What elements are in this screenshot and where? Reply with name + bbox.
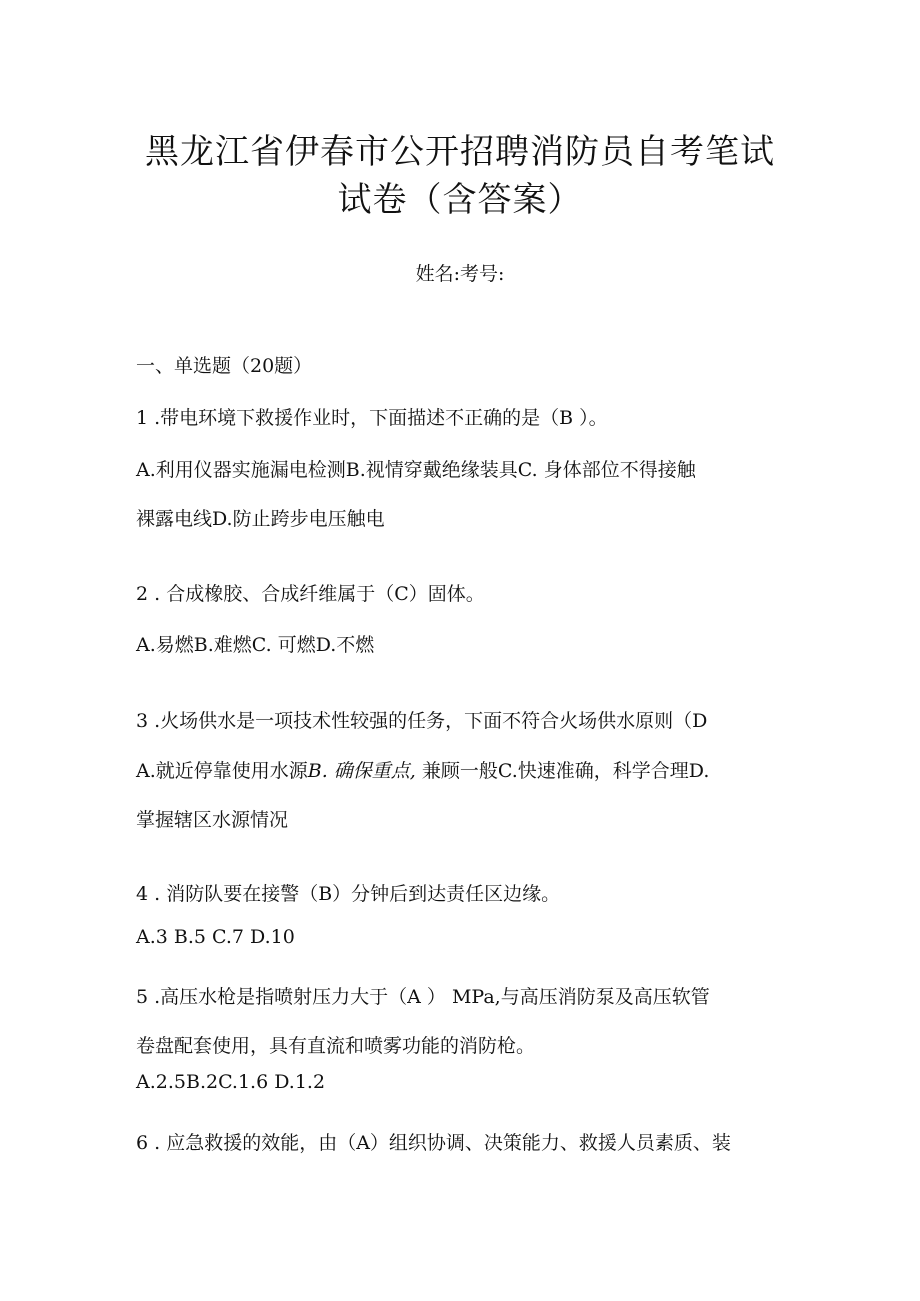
question-1-options-line2: 裸露电线D.防止跨步电压触电 xyxy=(136,508,385,530)
question-4-stem: 4 . 消防队要在接警（B）分钟后到达责任区边缘。 xyxy=(136,883,561,905)
question-5-stem-line2: 卷盘配套使用，具有直流和喷雾功能的消防枪。 xyxy=(136,1035,536,1057)
question-3-stem: 3 .火场供水是一项技术性较强的任务，下面不符合火场供水原则（D xyxy=(136,710,708,732)
question-3-options-line2: 掌握辖区水源情况 xyxy=(136,809,289,831)
document-title-line2: 试卷（含答案） xyxy=(337,180,583,220)
question-3-option-c-d: 兼顾一般C.快速准确，科学合理D. xyxy=(415,760,710,782)
section-heading: 一、单选题（20题） xyxy=(136,355,313,377)
question-3-option-b-italic: B. 确保重点, xyxy=(307,760,416,782)
question-3-option-a: A.就近停靠使用水源 xyxy=(136,760,308,782)
question-1-stem: 1 .带电环境下救援作业时，下面描述不正确的是（B ）。 xyxy=(136,407,608,429)
document-title-line1: 黑龙江省伊春市公开招聘消防员自考笔试 xyxy=(145,132,775,172)
question-4-options-line1: A.3 B.5 C.7 D.10 xyxy=(136,926,295,948)
question-1-options-line1: A.利用仪器实施漏电检测B.视情穿戴绝缘装具C. 身体部位不得接触 xyxy=(136,459,696,481)
question-2-options-line1: A.易燃B.难燃C. 可燃D.不燃 xyxy=(136,634,375,656)
question-5-options-line1: A.2.5B.2C.1.6 D.1.2 xyxy=(136,1071,326,1093)
question-5-stem: 5 .高压水枪是指喷射压力大于（A ） MPa,与高压消防泵及高压软管 xyxy=(136,986,710,1008)
question-3-options-line1 xyxy=(136,759,709,783)
question-2-stem: 2 . 合成橡胶、合成纤维属于（C）固体。 xyxy=(136,583,485,605)
name-exam-number-line: 姓名:考号: xyxy=(415,263,505,285)
question-6-stem: 6 . 应急救援的效能，由（A）组织协调、决策能力、救援人员素质、装 xyxy=(136,1132,731,1154)
